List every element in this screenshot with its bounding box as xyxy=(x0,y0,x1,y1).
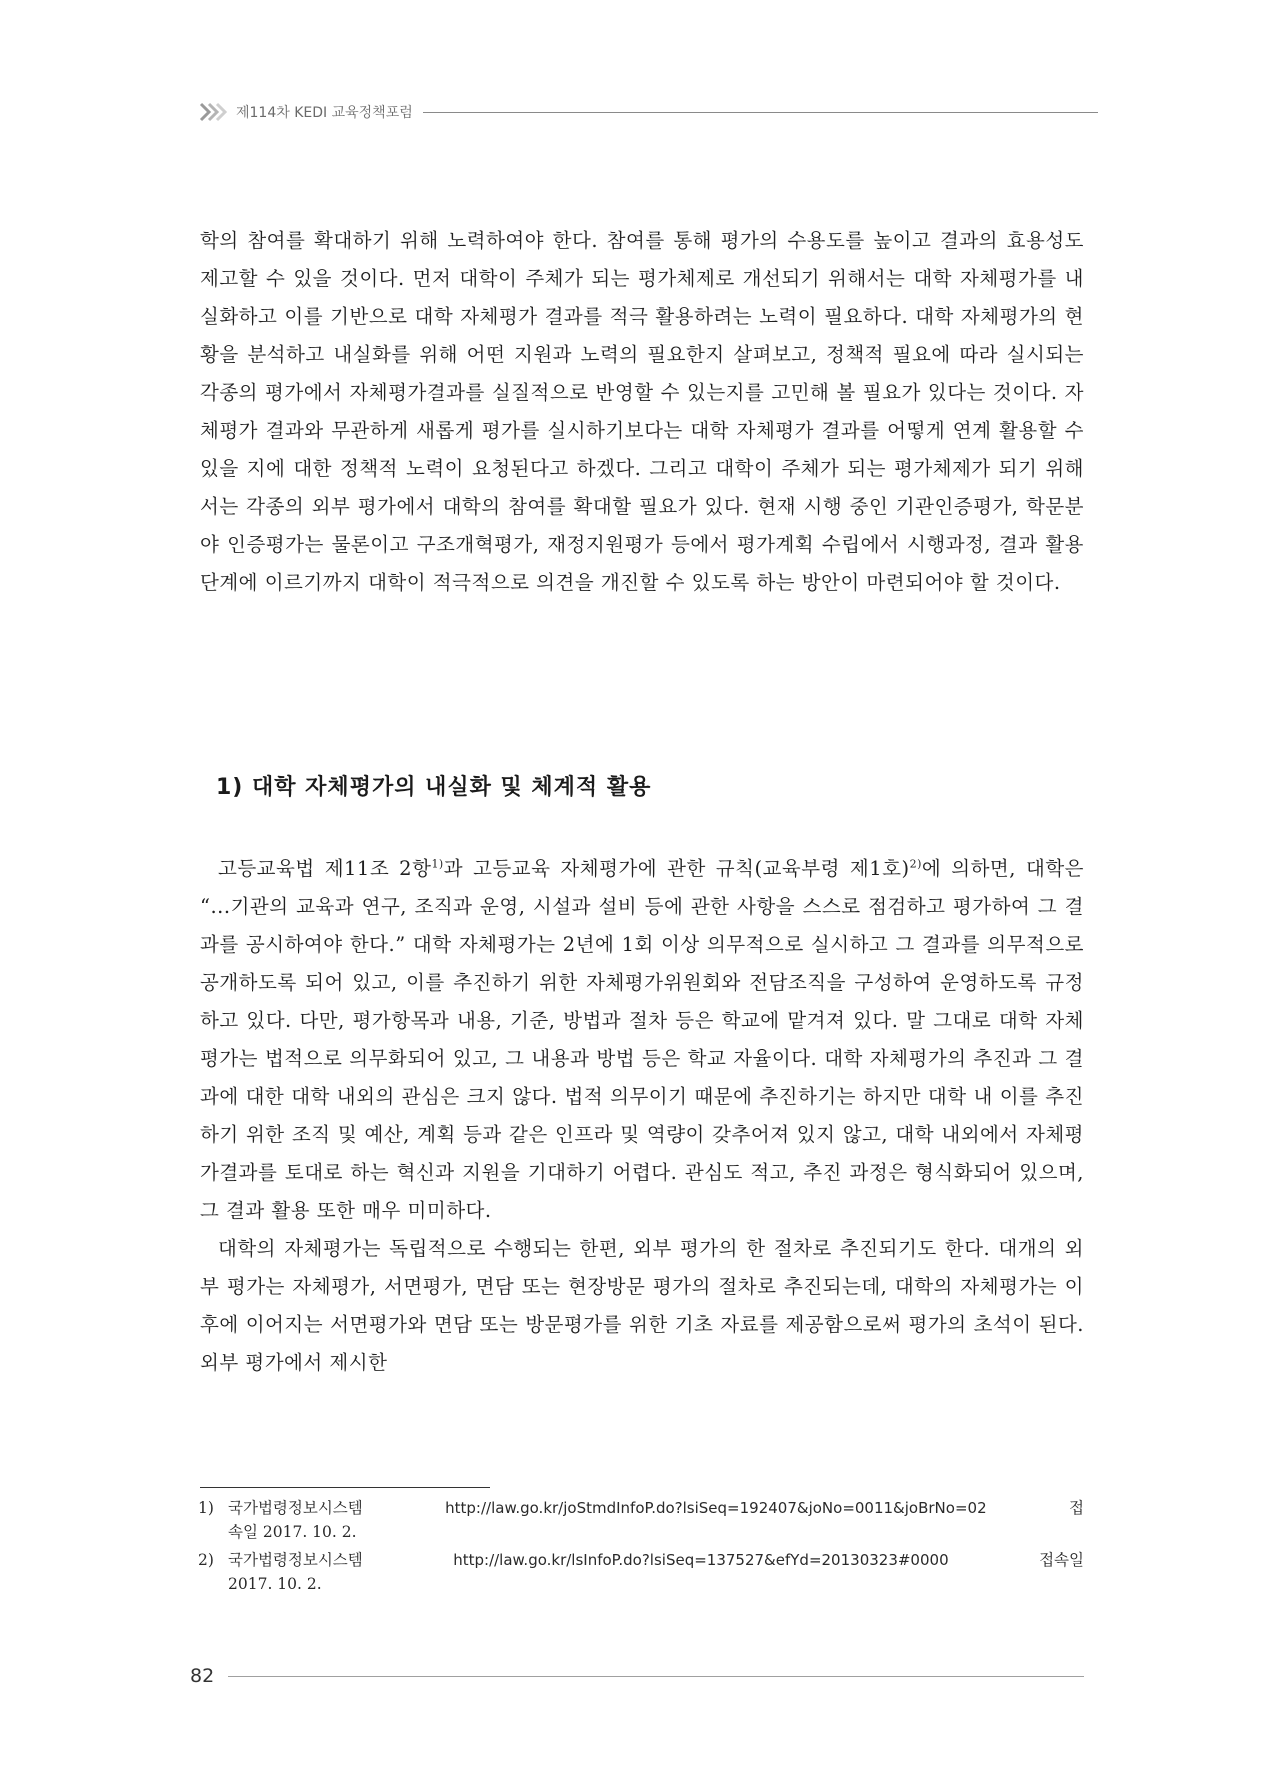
footnote-line xyxy=(228,1496,1084,1520)
para2-text-a: 고등교육법 제11조 2항 xyxy=(218,857,432,880)
footnote-source: 국가법령정보시스템 xyxy=(228,1551,363,1569)
page-number: 82 xyxy=(190,1665,215,1687)
footnote-ref-1[interactable]: 1) xyxy=(431,857,444,871)
section-heading: 1) 대학 자체평가의 내실화 및 체계적 활용 xyxy=(216,775,652,800)
footnote-url[interactable]: http://law.go.kr/lsInfoP.do?lsiSeq=137527&efYd=20130323#0000 xyxy=(453,1551,949,1569)
body-paragraph: 대학의 자체평가는 독립적으로 수행되는 한편, 외부 평가의 한 절차로 추진되기도 한다. 대개의 외부 평가는 자체평가, 서면평가, 면담 또는 현장방문 평가의 절차로 추진되는데, 대학의 자체평가는 이후에 이어지는 서면평가와 면담 또는 방문평가를 위한 기초 자료를 제공함으로써 평가의 초석이 된다. 외부 평가에서 제시한 xyxy=(200,1237,1084,1374)
footnote-access-date: 속일 2017. 10. 2. xyxy=(228,1523,357,1541)
footnote-body xyxy=(228,1496,1084,1544)
para2-text-b: 과 고등교육 자체평가에 관한 규칙(교육부령 제1호) xyxy=(443,857,910,880)
footnote-source: 국가법령정보시스템 xyxy=(228,1499,363,1517)
footnote-access-label: 접속일 xyxy=(1039,1551,1084,1569)
body-paragraph: 학의 참여를 확대하기 위해 노력하여야 한다. 참여를 통해 평가의 수용도를 높이고 결과의 효용성도 제고할 수 있을 것이다. 먼저 대학이 주체가 되는 평가체제로 개선되기 위해서는 대학 자체평가를 내실화하고 이를 기반으로 대학 자체평가 결과를 적극 활용하려는 노력이 필요하다. 대학 자체평가의 현황을 분석하고 내실화를 위해 어떤 지원과 노력의 필요한지 살펴보고, 정책적 필요에 따라 실시되는 각종의 평가에서 자체평가결과를 실질적으로 반영할 수 있는지를 고민해 볼 필요가 있다는 것이다. 자체평가 결과와 무관하게 새롭게 평가를 실시하기보다는 대학 자체평가 결과를 어떻게 연계 활용할 수 있을 지에 대한 정책적 노력이 요청된다고 하겠다. 그리고 대학이 주체가 되는 평가체제가 되기 위해서는 각종의 외부 평가에서 대학의 참여를 확대할 필요가 있다. 현재 시행 중인 기관인증평가, 학문분야 인증평가는 물론이고 구조개혁평가, 재정지원평가 등에서 평가계획 수립에서 시행과정, 결과 활용 단계에 이르기까지 대학이 적극적으로 의견을 개진할 수 있도록 하는 방안이 마련되어야 할 것이다. xyxy=(200,229,1084,594)
footnotes xyxy=(198,1496,1084,1600)
footnote-number: 1) xyxy=(198,1499,214,1517)
body-paragraph-2-container xyxy=(200,850,1084,1382)
header-title: 제114차 KEDI 교육정책포럼 xyxy=(236,105,413,121)
footnote-access-label: 접 xyxy=(1069,1499,1084,1517)
page-footer xyxy=(190,1665,1084,1687)
double-chevron-icon xyxy=(198,101,228,123)
footnote-2 xyxy=(198,1548,1084,1596)
footnote-url[interactable]: http://law.go.kr/joStmdInfoP.do?lsiSeq=192407&joNo=0011&joBrNo=02 xyxy=(445,1499,987,1517)
footnote-access-date: 2017. 10. 2. xyxy=(228,1575,322,1593)
header-rule xyxy=(423,112,1098,113)
footnote-line xyxy=(228,1548,1084,1572)
body-paragraph-1-container xyxy=(200,222,1084,602)
running-header xyxy=(198,100,1098,124)
footnote-number: 2) xyxy=(198,1551,214,1569)
footnote-body xyxy=(228,1548,1084,1596)
footnote-ref-2[interactable]: 2) xyxy=(909,857,922,871)
body-paragraph xyxy=(200,850,1084,1230)
para2-text-c: 에 의하면, 대학은 “...기관의 교육과 연구, 조직과 운영, 시설과 설비 등에 관한 사항을 스스로 점검하고 평가하여 그 결과를 공시하여야 한다.” 대학 자체평가는 2년에 1회 이상 의무적으로 실시하고 그 결과를 의무적으로 공개하도록 되어 있고, 이를 추진하기 위한 자체평가위원회와 전담조직을 구성하여 운영하도록 규정하고 있다. 다만, 평가항목과 내용, 기준, 방법과 절차 등은 학교에 맡겨져 있다. 말 그대로 대학 자체평가는 법적으로 의무화되어 있고, 그 내용과 방법 등은 학교 자율이다. 대학 자체평가의 추진과 그 결과에 대한 대학 내외의 관심은 크지 않다. 법적 의무이기 때문에 추진하기는 하지만 대학 내 이를 추진하기 위한 조직 및 예산, 계획 등과 같은 인프라 및 역량이 갖추어져 있지 않고, 대학 내외에서 자체평가결과를 토대로 하는 혁신과 지원을 기대하기 어렵다. 관심도 적고, 추진 과정은 형식화되어 있으며, 그 결과 활용 또한 매우 미미하다. xyxy=(200,857,1084,1222)
footnote-1 xyxy=(198,1496,1084,1544)
footnote-divider xyxy=(200,1487,490,1488)
footer-rule xyxy=(228,1676,1084,1677)
